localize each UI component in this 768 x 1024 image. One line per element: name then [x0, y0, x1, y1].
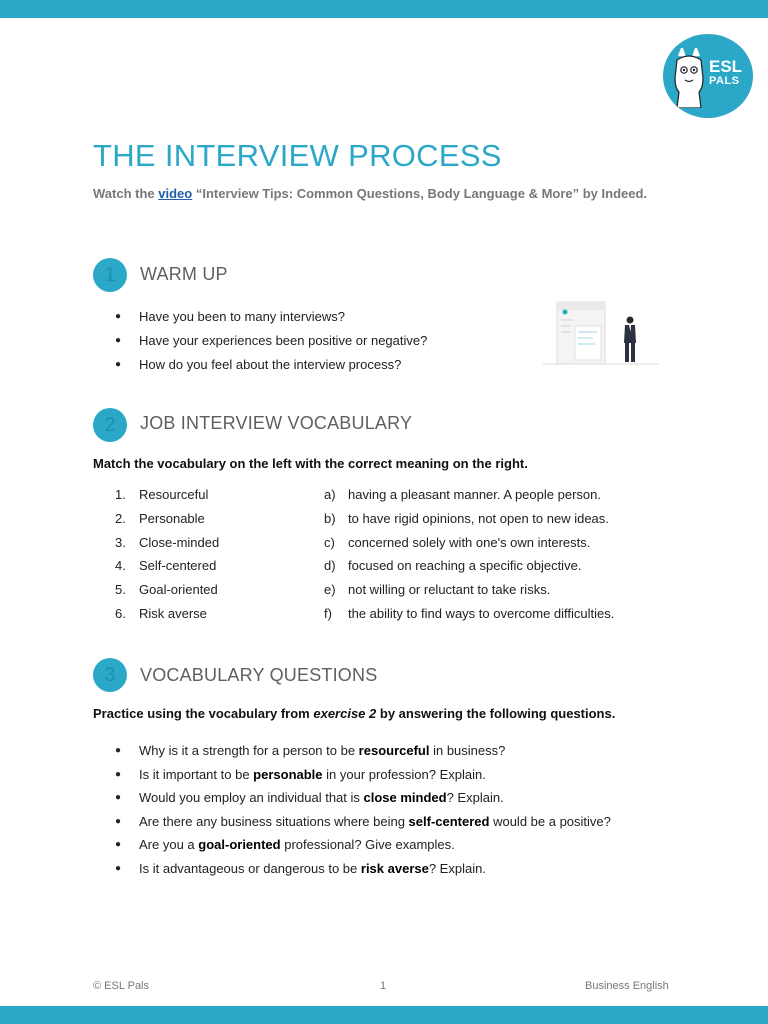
- intro-text-pre: Watch the: [93, 186, 159, 201]
- vocabulary-terms-list: [115, 483, 219, 626]
- esl-pals-logo: [663, 34, 753, 118]
- list-item: 1. Resourceful: [115, 487, 209, 502]
- warm-up-list: [115, 305, 427, 377]
- footer-page-number: 1: [380, 980, 387, 992]
- section-2-number-badge: 2: [93, 408, 127, 442]
- section-2-instruction: Match the vocabulary on the left with the correct meaning on the right.: [93, 456, 528, 471]
- list-item: 5. Goal-oriented: [115, 582, 218, 598]
- section-3-instruction: Practice using the vocabulary from exercise 2 by answering the following questions.: [93, 706, 616, 721]
- list-item: c) concerned solely with one's own interests.: [324, 534, 591, 550]
- list-item: ● Is it advantageous or dangerous to be risk averse? Explain.: [115, 857, 611, 881]
- bottom-accent-bar: [0, 1006, 768, 1024]
- list-item: b) to have rigid opinions, not open to new ideas.: [324, 510, 609, 526]
- list-item: f) the ability to find ways to overcome difficulties.: [324, 605, 615, 621]
- section-3-title: VOCABULARY QUESTIONS: [140, 665, 378, 685]
- footer-category: Business English: [585, 980, 669, 992]
- footer-copyright: © ESL Pals: [93, 980, 149, 992]
- section-1-number-badge: 1: [93, 258, 127, 292]
- intro-paragraph: [93, 184, 653, 203]
- interview-illustration: [543, 296, 659, 368]
- top-accent-bar: [0, 0, 768, 18]
- list-item: 2. Personable: [115, 510, 205, 526]
- logo-text-esl: ESL: [709, 57, 743, 76]
- list-item: 4. Self-centered: [115, 558, 217, 574]
- logo-text-pals: PALS: [709, 75, 740, 87]
- llama-icon: [673, 48, 707, 108]
- list-item: 6. Risk averse: [115, 605, 207, 621]
- list-item: e) not willing or reluctant to take risks.: [324, 582, 551, 598]
- vocabulary-questions-list: [115, 739, 611, 881]
- vocabulary-meanings-list: [324, 483, 614, 626]
- list-item: ● Would you employ an individual that is close minded? Explain.: [115, 786, 611, 810]
- list-item: ● Have you been to many interviews?: [115, 305, 427, 329]
- list-item: ● Are you a goal-oriented professional? Give examples.: [115, 833, 611, 857]
- list-item: ● How do you feel about the interview process?: [115, 353, 427, 377]
- list-item: ● Is it important to be personable in your profession? Explain.: [115, 763, 611, 787]
- section-1-title: WARM UP: [140, 264, 228, 284]
- section-3-number-badge: 3: [93, 658, 127, 692]
- list-item: a) having a pleasant manner. A people person.: [324, 487, 601, 502]
- list-item: ● Have your experiences been positive or negative?: [115, 329, 427, 353]
- page-title: THE INTERVIEW PROCESS: [93, 138, 502, 173]
- intro-text-post: “Interview Tips: Common Questions, Body Language & More” by Indeed.: [192, 186, 648, 201]
- list-item: ● Why is it a strength for a person to be resourceful in business?: [115, 739, 611, 763]
- list-item: 3. Close-minded: [115, 534, 220, 550]
- list-item: ● Are there any business situations where being self-centered would be a positive?: [115, 810, 611, 834]
- list-item: d) focused on reaching a specific objective.: [324, 558, 582, 574]
- video-link[interactable]: video: [158, 186, 193, 201]
- section-2-title: JOB INTERVIEW VOCABULARY: [140, 413, 413, 433]
